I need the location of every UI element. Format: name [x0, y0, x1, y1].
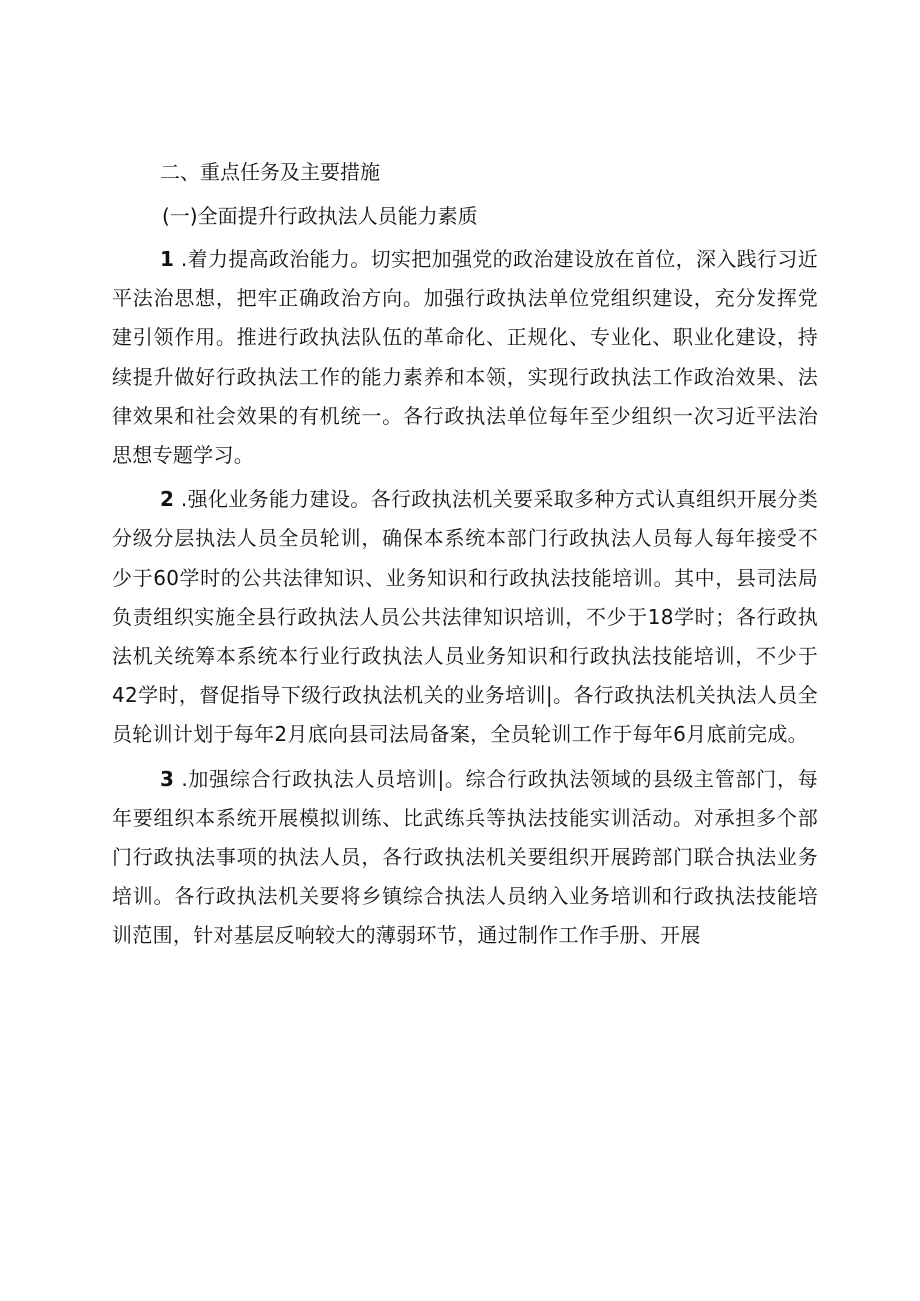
paragraph-1 — [112, 240, 818, 475]
paragraph-1-number: 1 — [160, 247, 175, 271]
section-heading: 二、重点任务及主要措施 — [160, 160, 380, 184]
paragraph-3-text: .加强综合行政执法人员培训|。综合行政执法领域的县级主管部门，每年要组织本系统开展模拟训练、比武练兵等执法技能实训活动。对承担多个部门行政执法事项的执法人员，各行政执法机关要组织开展跨部门联合执法业务培训。各行政执法机关要将乡镇综合执法人员纳入业务培训和行政执法技能培训范围，针对基层反响较大的薄弱环节，通过制作工作手册、开展 — [112, 766, 818, 948]
paragraph-3-number: 3 — [160, 766, 175, 791]
document-body — [112, 150, 818, 956]
paragraph-2 — [112, 480, 818, 754]
paragraph-2-text: .强化业务能力建设。各行政执法机关要采取多种方式认真组织开展分类分级分层执法人员全员轮训，确保本系统本部门行政执法人员每人每年接受不少于60学时的公共法律知识、业务知识和行政执法技能培训。其中，县司法局负责组织实施全县行政执法人员公共法律知识培训，不少于18学时；各行政执法机关统筹本系统本行业行政执法人员业务知识和行政执法技能培训，不少于42学时，督促指导下级行政执法机关的业务培训|。各行政执法机关执法人员全员轮训计划于每年2月底向县司法局备案，全员轮训工作于每年6月底前完成。 — [112, 487, 818, 747]
paragraph-1-text: .着力提高政治能力。切实把加强党的政治建设放在首位，深入践行习近平法治思想，把牢正确政治方向。加强行政执法单位党组织建设，充分发挥党建引领作用。推进行政执法队伍的革命化、正规化、专业化、职业化建设，持续提升做好行政执法工作的能力素养和本领，实现行政执法工作政治效果、法律效果和社会效果的有机统一。各行政执法单位每年至少组织一次习近平法治思想专题学习。 — [112, 247, 818, 468]
paragraph-3 — [112, 760, 818, 956]
subsection-heading: (一)全面提升行政执法人员能力素质 — [162, 204, 478, 228]
paragraph-2-number: 2 — [160, 487, 175, 512]
